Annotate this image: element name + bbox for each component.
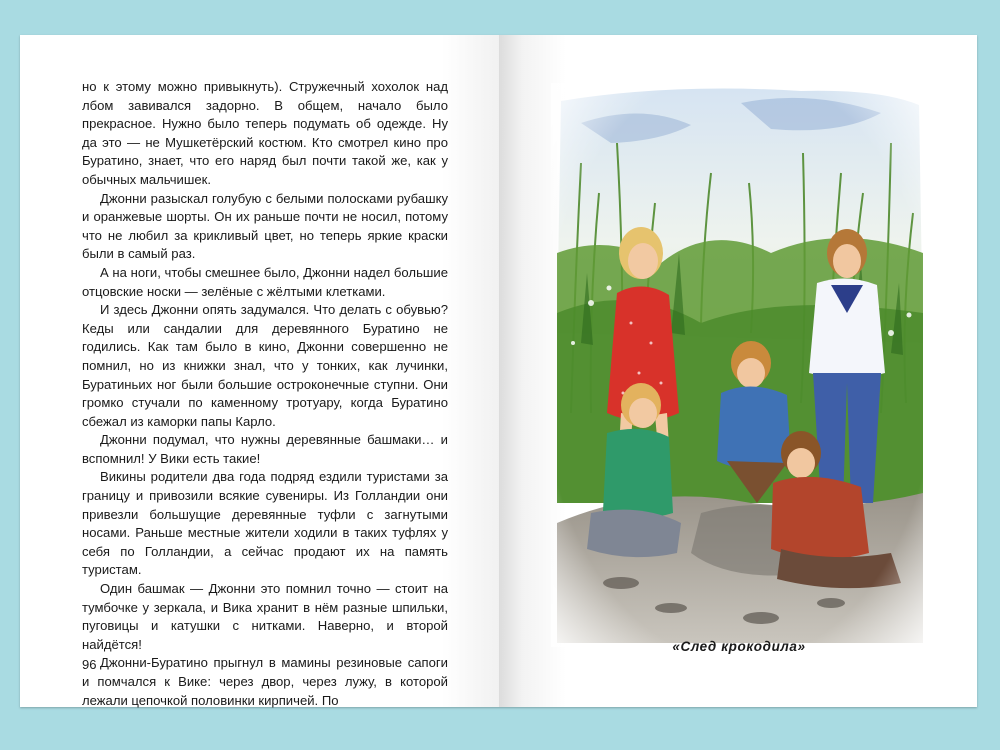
page-number: 96 <box>82 657 97 672</box>
paragraph-2: Джонни разыскал голубую с белыми полосками рубашку и оранжевые шорты. Он их раньше почти не носил, потому что не любил за крикливый цвет, но теперь яркие краски были в самый раз. <box>82 190 448 262</box>
paragraph-8: Джонни-Буратино прыгнул в мамины резиновые сапоги и помчался к Вике: через двор, через лужу, в которой лежали цепочкой половинки кирпичей. По <box>82 655 448 708</box>
paragraph-3: А на ноги, чтобы смешнее было, Джонни надел большие отцовские носки — зелёные с жёлтыми клетками. <box>82 264 448 299</box>
body-text <box>82 78 448 710</box>
illustration-children-examining-footprints <box>551 83 927 647</box>
paragraph-7: Один башмак — Джонни это помнил точно — стоит на тумбочке у зеркала, и Вика хранит в нём разные шпильки, пуговицы и катушки с нитками. Наверно, и второй найдётся! <box>82 581 448 652</box>
book-spread <box>20 35 977 707</box>
paragraph-1: но к этому можно привыкнуть). Стружечный хохолок над лбом завивался задорно. В общем, начало было прекрасное. Нужно было теперь подумать об одежде. Ну да это — не Мушкетёрский костюм. Кто смотрел кино про Буратино, знает, что его наряд был почти такой же, как у обычных мальчишек. <box>82 79 448 187</box>
paragraph-6: Викины родители два года подряд ездили туристами за границу и привозили всякие сувениры. Из Голландии они привезли большущие деревянные туфли с загнутыми носами. Раньше местные жители ходили в таких туфлях у себя по Голландии, а сейчас продают их на память туристам. <box>82 469 448 578</box>
illustration-caption: «След крокодила» <box>672 639 806 654</box>
paragraph-5: Джонни подумал, что нужны деревянные башмаки… и вспомнил! У Вики есть такие! <box>82 432 448 466</box>
paragraph-4: И здесь Джонни опять задумался. Что делать с обувью? Кеды или сандалии для деревянного Буратино не годились. Как там было в кино, Джонни совершенно не помнил, но из книжки знал, что у тонких, как лучинки, Буратиньих ног были большие остроконечные ступни. Они громко стучали по каменному тротуару, когда Буратино сбежал из каморки папы Карло. <box>82 302 448 429</box>
right-page <box>499 35 977 707</box>
left-page <box>20 35 499 707</box>
